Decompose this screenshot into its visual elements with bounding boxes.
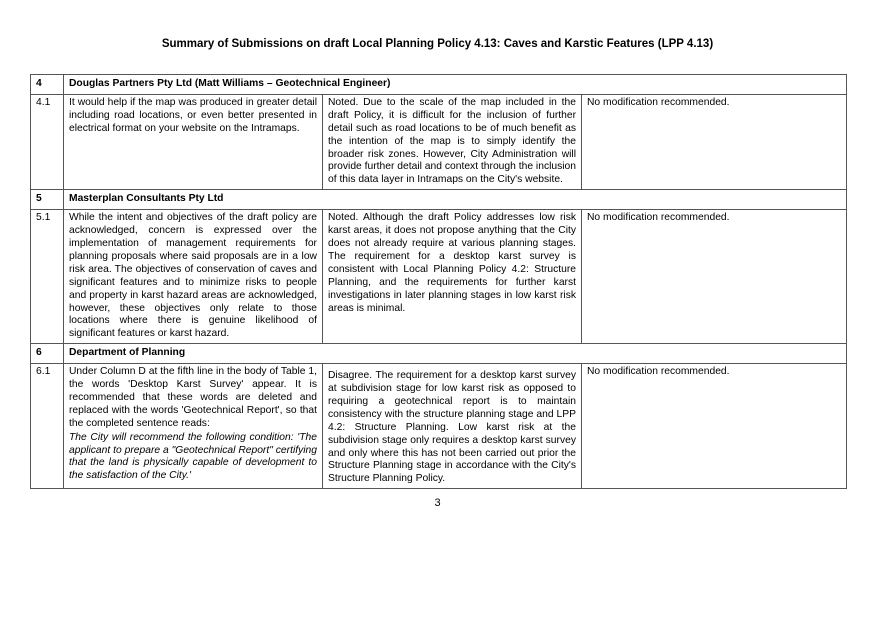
recommendation-text: No modification recommended.	[582, 94, 847, 189]
submitter-row	[31, 344, 847, 364]
submission-text	[64, 94, 323, 189]
submission-paragraph: It would help if the map was produced in greater detail including road locations, or even better presented in electrical format on your website on the Intramaps.	[69, 96, 317, 134]
submission-item-row	[31, 364, 847, 489]
submitter-row	[31, 190, 847, 210]
submission-paragraph: While the intent and objectives of the draft policy are acknowledged, concern is expressed over the implementation of management requirements for planning proposals where said proposals are in a low risk area. The objectives of conservation of caves and significant features and to minimize risks to people and property in karst hazard areas are acknowledged, however, these objectives only relate to those locations where there is genuine likelihood of significant features or karst hazard.	[69, 212, 317, 340]
item-number: 5.1	[31, 210, 64, 344]
document-title: Summary of Submissions on draft Local Planning Policy 4.13: Caves and Karstic Features (LPP 4.13)	[161, 38, 714, 50]
submitter-name: Douglas Partners Pty Ltd (Matt Williams – Geotechnical Engineer)	[64, 75, 847, 95]
submitter-row	[31, 75, 847, 95]
submission-text	[64, 210, 323, 344]
submitter-name: Masterplan Consultants Pty Ltd	[64, 190, 847, 210]
response-text: Noted. Due to the scale of the map included in the draft Policy, it is difficult for the inclusion of further detail such as road locations to be of much benefit as the intention of the map is to simply identify the broader risk zones. However, City Administration will provide further detail and context through the inclusion of this data layer in Intramaps on the City's website.	[323, 94, 582, 189]
submitter-number: 4	[31, 75, 64, 95]
submitter-number: 5	[31, 190, 64, 210]
item-number: 6.1	[31, 364, 64, 489]
response-text: Disagree. The requirement for a desktop karst survey at subdivision stage for low karst risk as opposed to requiring a geotechnical report is to maintain consistency with the structure planning stage and LPP 4.2: Structure Planning. Low karst risk at the subdivision stage only requires a desktop karst survey and only where this has not been carried out prior the Structure Planning stage in accordance with the City's Structure Planning Policy.	[323, 364, 582, 489]
recommendation-text: No modification recommended.	[582, 364, 847, 489]
recommendation-text: No modification recommended.	[582, 210, 847, 344]
submission-item-row	[31, 94, 847, 189]
submission-text	[64, 364, 323, 489]
page-number: 3	[434, 497, 441, 509]
submission-item-row	[31, 210, 847, 344]
submissions-table	[30, 74, 847, 489]
submission-paragraph: Under Column D at the fifth line in the body of Table 1, the words 'Desktop Karst Survey' appear. It is recommended that these words are deleted and replaced with the words 'Geotechnical Report', so that the completed sentence reads:	[69, 366, 317, 429]
item-number: 4.1	[31, 94, 64, 189]
submission-condition-note: The City will recommend the following condition: 'The applicant to prepare a "Geotechnical Report" certifying that the land is physically capable of development to the satisfaction of the City.'	[69, 431, 317, 482]
submitter-name: Department of Planning	[64, 344, 847, 364]
submitter-number: 6	[31, 344, 64, 364]
response-text: Noted. Although the draft Policy addresses low risk karst areas, it does not propose anything that the City does not already require at various planning stages. The requirement for a desktop karst survey is consistent with Local Planning Policy 4.2: Structure Planning, and the requirements for further karst investigations in later planning stages in low karst risk areas is minimal.	[323, 210, 582, 344]
